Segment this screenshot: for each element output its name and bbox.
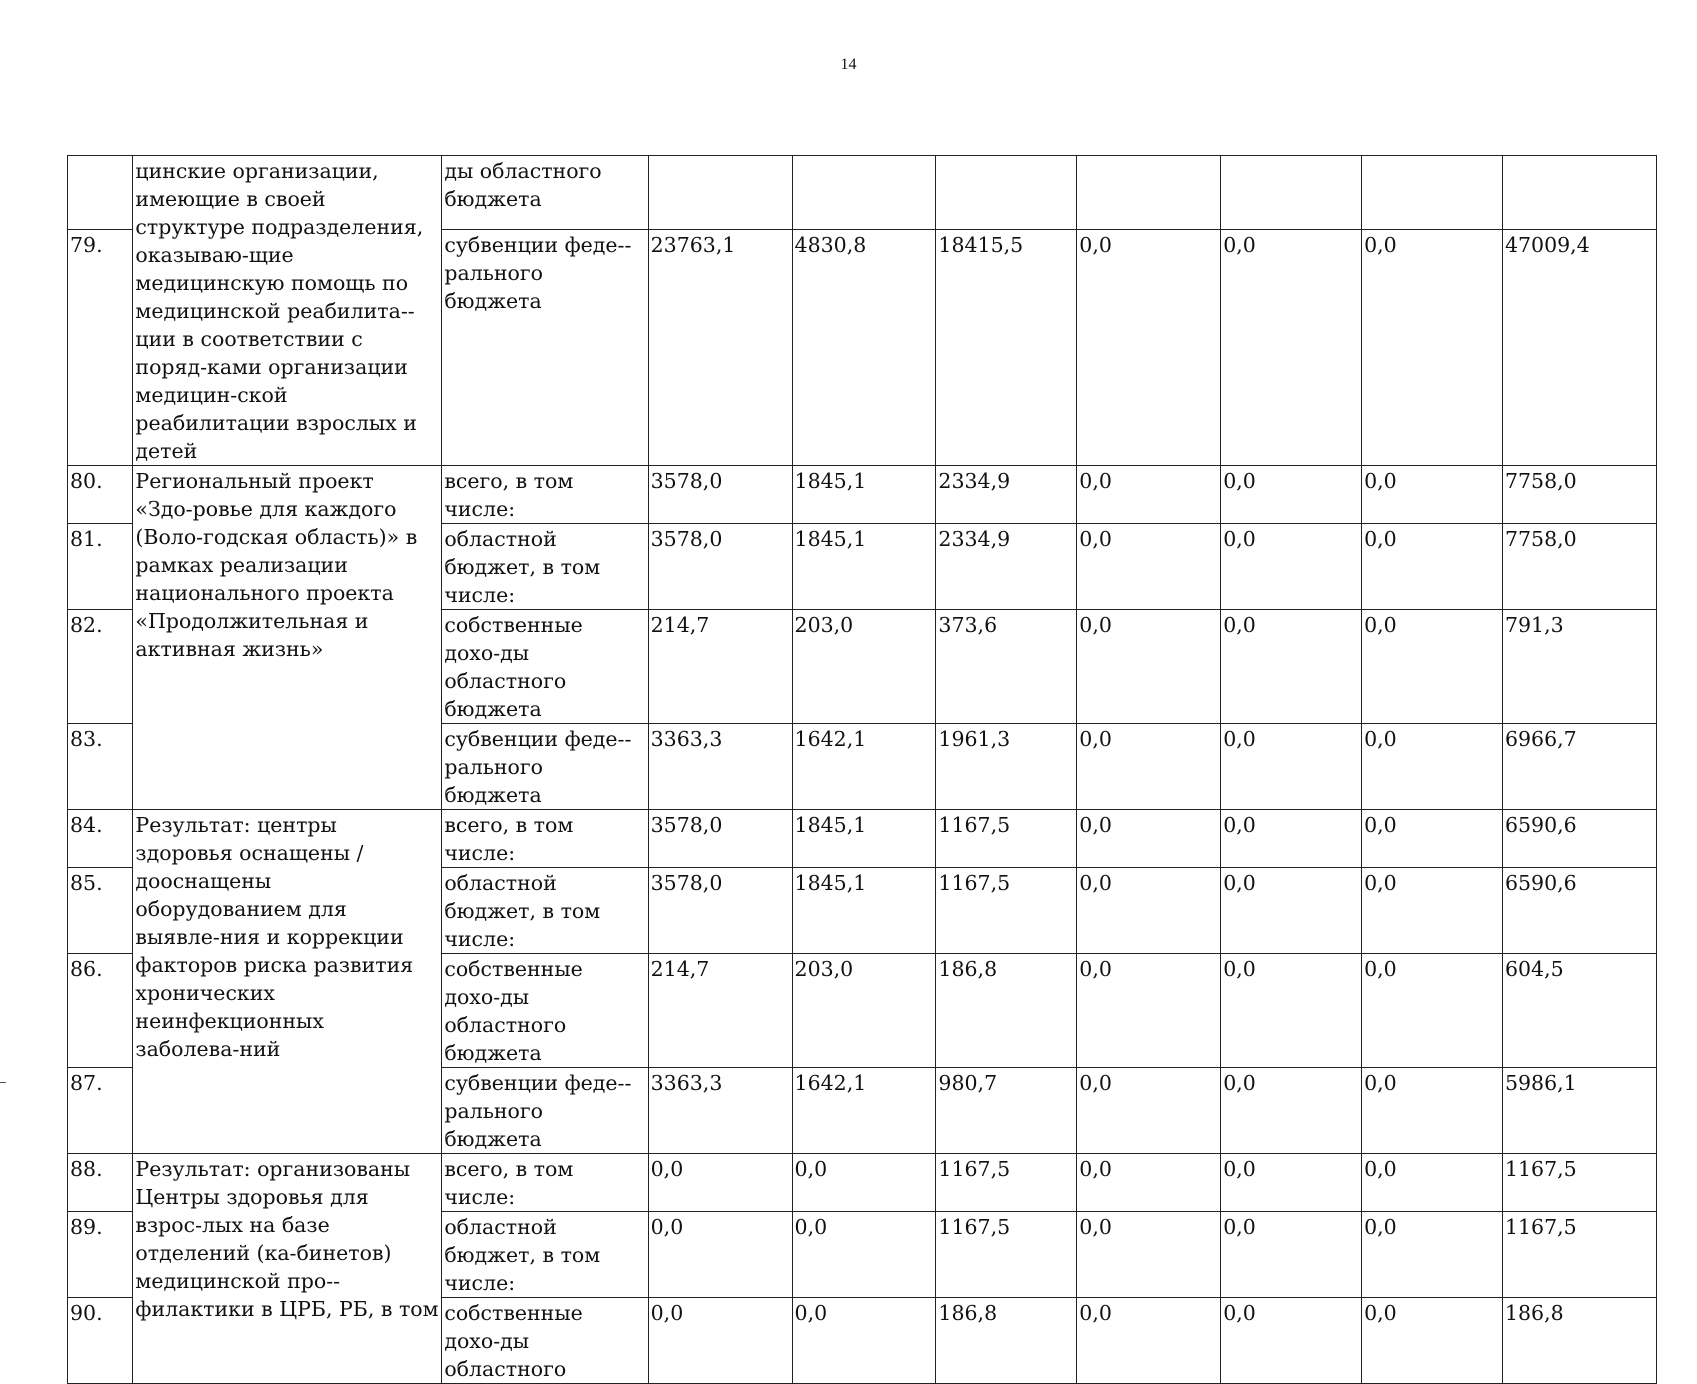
value-cell: 1642,1 (792, 724, 936, 810)
total-cell: 5986,1 (1502, 1068, 1656, 1154)
value-cell: 1167,5 (936, 868, 1077, 954)
value-cell: 214,7 (648, 954, 792, 1068)
funding-source: субвенции феде-рального бюджета (442, 724, 648, 810)
total-cell: 604,5 (1502, 954, 1656, 1068)
value-cell: 0,0 (792, 1154, 936, 1212)
value-cell: 4830,8 (792, 230, 936, 466)
value-cell: 0,0 (648, 1298, 792, 1384)
value-cell: 0,0 (1077, 1212, 1221, 1298)
total-cell: 6590,6 (1502, 810, 1656, 868)
value-cell: 0,0 (1362, 1298, 1503, 1384)
value-cell: 0,0 (1221, 1298, 1362, 1384)
value-cell: 373,6 (936, 610, 1077, 724)
row-number: 87. (68, 1068, 133, 1154)
value-cell: 0,0 (1077, 868, 1221, 954)
value-cell: 0,0 (1221, 724, 1362, 810)
row-number: 80. (68, 466, 133, 524)
value-cell: 0,0 (1221, 1068, 1362, 1154)
value-cell: 0,0 (1362, 1212, 1503, 1298)
value-cell (1221, 156, 1362, 230)
value-cell: 0,0 (1077, 954, 1221, 1068)
value-cell: 0,0 (1077, 524, 1221, 610)
value-cell: 0,0 (1362, 1068, 1503, 1154)
value-cell: 3578,0 (648, 810, 792, 868)
value-cell: 2334,9 (936, 524, 1077, 610)
page-number: 14 (840, 56, 857, 73)
value-cell: 1845,1 (792, 868, 936, 954)
value-cell: 1167,5 (936, 810, 1077, 868)
event-name-cell: Региональный проект «Здо-ровье для каждого (Воло-годская область)» в рамках реализации национального проекта «Продолжительная и активная жизнь» (133, 466, 442, 810)
value-cell: 0,0 (1221, 466, 1362, 524)
value-cell: 0,0 (1077, 1154, 1221, 1212)
value-cell: 0,0 (1221, 230, 1362, 466)
value-cell: 1845,1 (792, 466, 936, 524)
value-cell: 3578,0 (648, 524, 792, 610)
value-cell: 3578,0 (648, 868, 792, 954)
value-cell: 0,0 (648, 1212, 792, 1298)
value-cell: 1642,1 (792, 1068, 936, 1154)
value-cell: 0,0 (1077, 1298, 1221, 1384)
value-cell: 23763,1 (648, 230, 792, 466)
row-number: 85. (68, 868, 133, 954)
value-cell: 186,8 (936, 954, 1077, 1068)
funding-source: всего, в том числе: (442, 1154, 648, 1212)
value-cell: 203,0 (792, 610, 936, 724)
row-number: 83. (68, 724, 133, 810)
value-cell: 3363,3 (648, 1068, 792, 1154)
value-cell: 0,0 (1221, 524, 1362, 610)
value-cell: 186,8 (936, 1298, 1077, 1384)
value-cell: 0,0 (1077, 610, 1221, 724)
value-cell: 0,0 (1221, 1154, 1362, 1212)
funding-source: собственные дохо-ды областного (442, 1298, 648, 1384)
funding-source: ды областного бюджета (442, 156, 648, 230)
value-cell (936, 156, 1077, 230)
value-cell: 0,0 (1221, 1212, 1362, 1298)
value-cell (792, 156, 936, 230)
event-name-cell: цинские организации, имеющие в своей структуре подразделения, оказываю-щие медицинскую помощь по медицинской реабилита-ции в соответствии с поряд-ками организации медицин-ской реабилитации взрослых и детей (133, 156, 442, 466)
value-cell: 0,0 (1362, 610, 1503, 724)
total-cell (1502, 156, 1656, 230)
funding-source: областной бюджет, в том числе: (442, 1212, 648, 1298)
row-number: 86. (68, 954, 133, 1068)
value-cell: 203,0 (792, 954, 936, 1068)
row-number: 79. (68, 230, 133, 466)
value-cell (1362, 156, 1503, 230)
value-cell: 0,0 (1077, 724, 1221, 810)
value-cell: 0,0 (792, 1212, 936, 1298)
table-row (68, 810, 1657, 868)
value-cell: 0,0 (1362, 954, 1503, 1068)
value-cell: 0,0 (792, 1298, 936, 1384)
value-cell: 1845,1 (792, 524, 936, 610)
row-number: 88. (68, 1154, 133, 1212)
value-cell: 0,0 (1077, 1068, 1221, 1154)
event-name-cell: Результат: организованы Центры здоровья для взрос-лых на базе отделений (ка-бинетов) медицинской про-филактики в ЦРБ, РБ, в том (133, 1154, 442, 1384)
funding-source: субвенции феде-рального бюджета (442, 1068, 648, 1154)
value-cell: 0,0 (1362, 810, 1503, 868)
row-number: 81. (68, 524, 133, 610)
value-cell: 3363,3 (648, 724, 792, 810)
value-cell: 3578,0 (648, 466, 792, 524)
row-number: 90. (68, 1298, 133, 1384)
value-cell: 1845,1 (792, 810, 936, 868)
value-cell: 0,0 (1221, 610, 1362, 724)
total-cell: 6590,6 (1502, 868, 1656, 954)
value-cell: 214,7 (648, 610, 792, 724)
value-cell: 980,7 (936, 1068, 1077, 1154)
funding-source: областной бюджет, в том числе: (442, 868, 648, 954)
funding-source: всего, в том числе: (442, 466, 648, 524)
value-cell: 1961,3 (936, 724, 1077, 810)
value-cell: 0,0 (1077, 466, 1221, 524)
value-cell: 0,0 (648, 1154, 792, 1212)
value-cell: 0,0 (1077, 810, 1221, 868)
value-cell: 0,0 (1221, 810, 1362, 868)
funding-source: всего, в том числе: (442, 810, 648, 868)
value-cell (1077, 156, 1221, 230)
total-cell: 7758,0 (1502, 524, 1656, 610)
value-cell: 0,0 (1362, 1154, 1503, 1212)
value-cell: 18415,5 (936, 230, 1077, 466)
total-cell: 1167,5 (1502, 1154, 1656, 1212)
value-cell: 1167,5 (936, 1212, 1077, 1298)
table-row (68, 466, 1657, 524)
event-name-cell: Результат: центры здоровья оснащены / дооснащены оборудованием для выявле-ния и коррекции факторов риска развития хронических неинфекционных заболева-ний (133, 810, 442, 1154)
row-number: 84. (68, 810, 133, 868)
table-row (68, 1154, 1657, 1212)
funding-source: областной бюджет, в том числе: (442, 524, 648, 610)
value-cell: 0,0 (1221, 868, 1362, 954)
value-cell (648, 156, 792, 230)
total-cell: 6966,7 (1502, 724, 1656, 810)
table-row (68, 156, 1657, 230)
value-cell: 0,0 (1362, 868, 1503, 954)
value-cell: 2334,9 (936, 466, 1077, 524)
value-cell: 0,0 (1077, 230, 1221, 466)
total-cell: 7758,0 (1502, 466, 1656, 524)
value-cell: 0,0 (1221, 954, 1362, 1068)
row-number: 82. (68, 610, 133, 724)
funding-source: собственные дохо-ды областного бюджета (442, 954, 648, 1068)
total-cell: 791,3 (1502, 610, 1656, 724)
value-cell: 0,0 (1362, 524, 1503, 610)
funding-source: субвенции феде-рального бюджета (442, 230, 648, 466)
value-cell: 0,0 (1362, 230, 1503, 466)
value-cell: 0,0 (1362, 466, 1503, 524)
total-cell: 186,8 (1502, 1298, 1656, 1384)
value-cell: 0,0 (1362, 724, 1503, 810)
total-cell: 1167,5 (1502, 1212, 1656, 1298)
margin-mark (0, 1082, 6, 1083)
value-cell: 1167,5 (936, 1154, 1077, 1212)
row-number (68, 156, 133, 230)
funding-source: собственные дохо-ды областного бюджета (442, 610, 648, 724)
row-number: 89. (68, 1212, 133, 1298)
total-cell: 47009,4 (1502, 230, 1656, 466)
